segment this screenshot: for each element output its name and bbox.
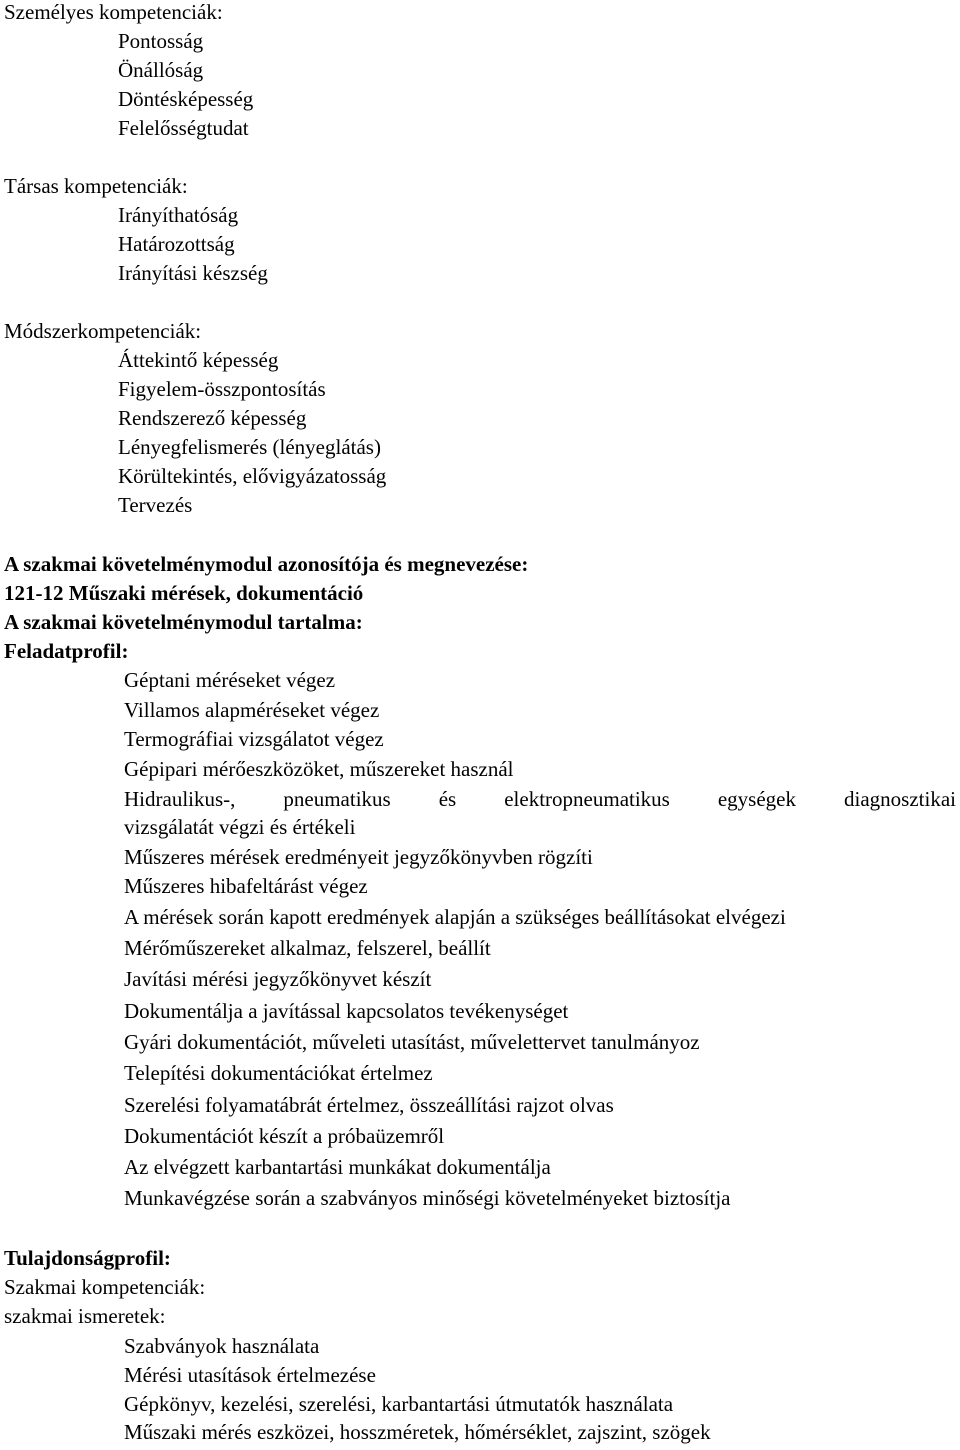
method-competencies-heading: Módszerkompetenciák: bbox=[4, 319, 202, 343]
word: diagnosztikai bbox=[844, 787, 956, 811]
property-profile-heading: Tulajdonságprofil: bbox=[4, 1246, 171, 1270]
list-item: Irányítási készség bbox=[118, 261, 268, 285]
task-profile-heading: Feladatprofil: bbox=[4, 639, 129, 663]
list-item: Gépkönyv, kezelési, szerelési, karbantartási útmutatók használata bbox=[124, 1392, 674, 1416]
list-item-continuation: vizsgálatát végzi és értékeli bbox=[124, 815, 356, 839]
list-item: Dokumentálja a javítással kapcsolatos tevékenységet bbox=[124, 999, 569, 1023]
list-item: Munkavégzése során a szabványos minőségi követelményeket biztosítja bbox=[124, 1186, 731, 1210]
module-id-value: 121-12 Műszaki mérések, dokumentáció bbox=[4, 581, 364, 605]
word: pneumatikus bbox=[283, 787, 391, 811]
list-item: Műszeres mérések eredményeit jegyzőkönyvben rögzíti bbox=[124, 845, 593, 869]
social-competencies-heading: Társas kompetenciák: bbox=[4, 174, 188, 198]
list-item: Javítási mérési jegyzőkönyvet készít bbox=[124, 967, 432, 991]
word: Hidraulikus-, bbox=[124, 787, 236, 811]
list-item: Figyelem-összpontosítás bbox=[118, 377, 326, 401]
list-item: Körültekintés, elővigyázatosság bbox=[118, 464, 387, 488]
list-item: Szabványok használata bbox=[124, 1334, 320, 1358]
list-item: Telepítési dokumentációkat értelmez bbox=[124, 1061, 433, 1085]
list-item: Műszeres hibafeltárást végez bbox=[124, 874, 368, 898]
list-item: Gyári dokumentációt, műveleti utasítást, művelettervet tanulmányoz bbox=[124, 1030, 700, 1054]
word: elektropneumatikus bbox=[504, 787, 670, 811]
list-item: Gépipari mérőeszközöket, műszereket használ bbox=[124, 757, 514, 781]
list-item: Pontosság bbox=[118, 29, 204, 53]
list-item: Szerelési folyamatábrát értelmez, összeállítási rajzot olvas bbox=[124, 1093, 614, 1117]
professional-knowledge-heading: szakmai ismeretek: bbox=[4, 1304, 166, 1328]
list-item: Mérőműszereket alkalmaz, felszerel, beállít bbox=[124, 936, 491, 960]
list-item: Mérési utasítások értelmezése bbox=[124, 1363, 376, 1387]
personal-competencies-heading: Személyes kompetenciák: bbox=[4, 0, 223, 24]
list-item: Döntésképesség bbox=[118, 87, 254, 111]
list-item: Irányíthatóság bbox=[118, 203, 239, 227]
word: egységek bbox=[717, 787, 796, 811]
list-item: Tervezés bbox=[118, 493, 193, 517]
module-id-heading: A szakmai követelménymodul azonosítója és megnevezése: bbox=[4, 552, 529, 576]
list-item: A mérések során kapott eredmények alapján a szükséges beállításokat elvégezi bbox=[124, 905, 786, 929]
list-item: Önállóság bbox=[118, 58, 204, 82]
list-item: Felelősségtudat bbox=[118, 116, 249, 140]
justified-line bbox=[124, 787, 956, 811]
professional-competencies-heading: Szakmai kompetenciák: bbox=[4, 1275, 206, 1299]
list-item: Műszaki mérés eszközei, hosszméretek, hőmérséklet, zajszint, szögek bbox=[124, 1420, 711, 1444]
module-content-heading: A szakmai követelménymodul tartalma: bbox=[4, 610, 363, 634]
list-item: Áttekintő képesség bbox=[118, 348, 279, 372]
list-item: Géptani méréseket végez bbox=[124, 668, 336, 692]
word: és bbox=[438, 787, 457, 811]
list-item: Lényegfelismerés (lényeglátás) bbox=[118, 435, 381, 459]
list-item: Rendszerező képesség bbox=[118, 406, 307, 430]
list-item: Villamos alapméréseket végez bbox=[124, 698, 380, 722]
list-item: Az elvégzett karbantartási munkákat dokumentálja bbox=[124, 1155, 551, 1179]
list-item: Határozottság bbox=[118, 232, 235, 256]
list-item: Termográfiai vizsgálatot végez bbox=[124, 727, 384, 751]
list-item: Dokumentációt készít a próbaüzemről bbox=[124, 1124, 445, 1148]
